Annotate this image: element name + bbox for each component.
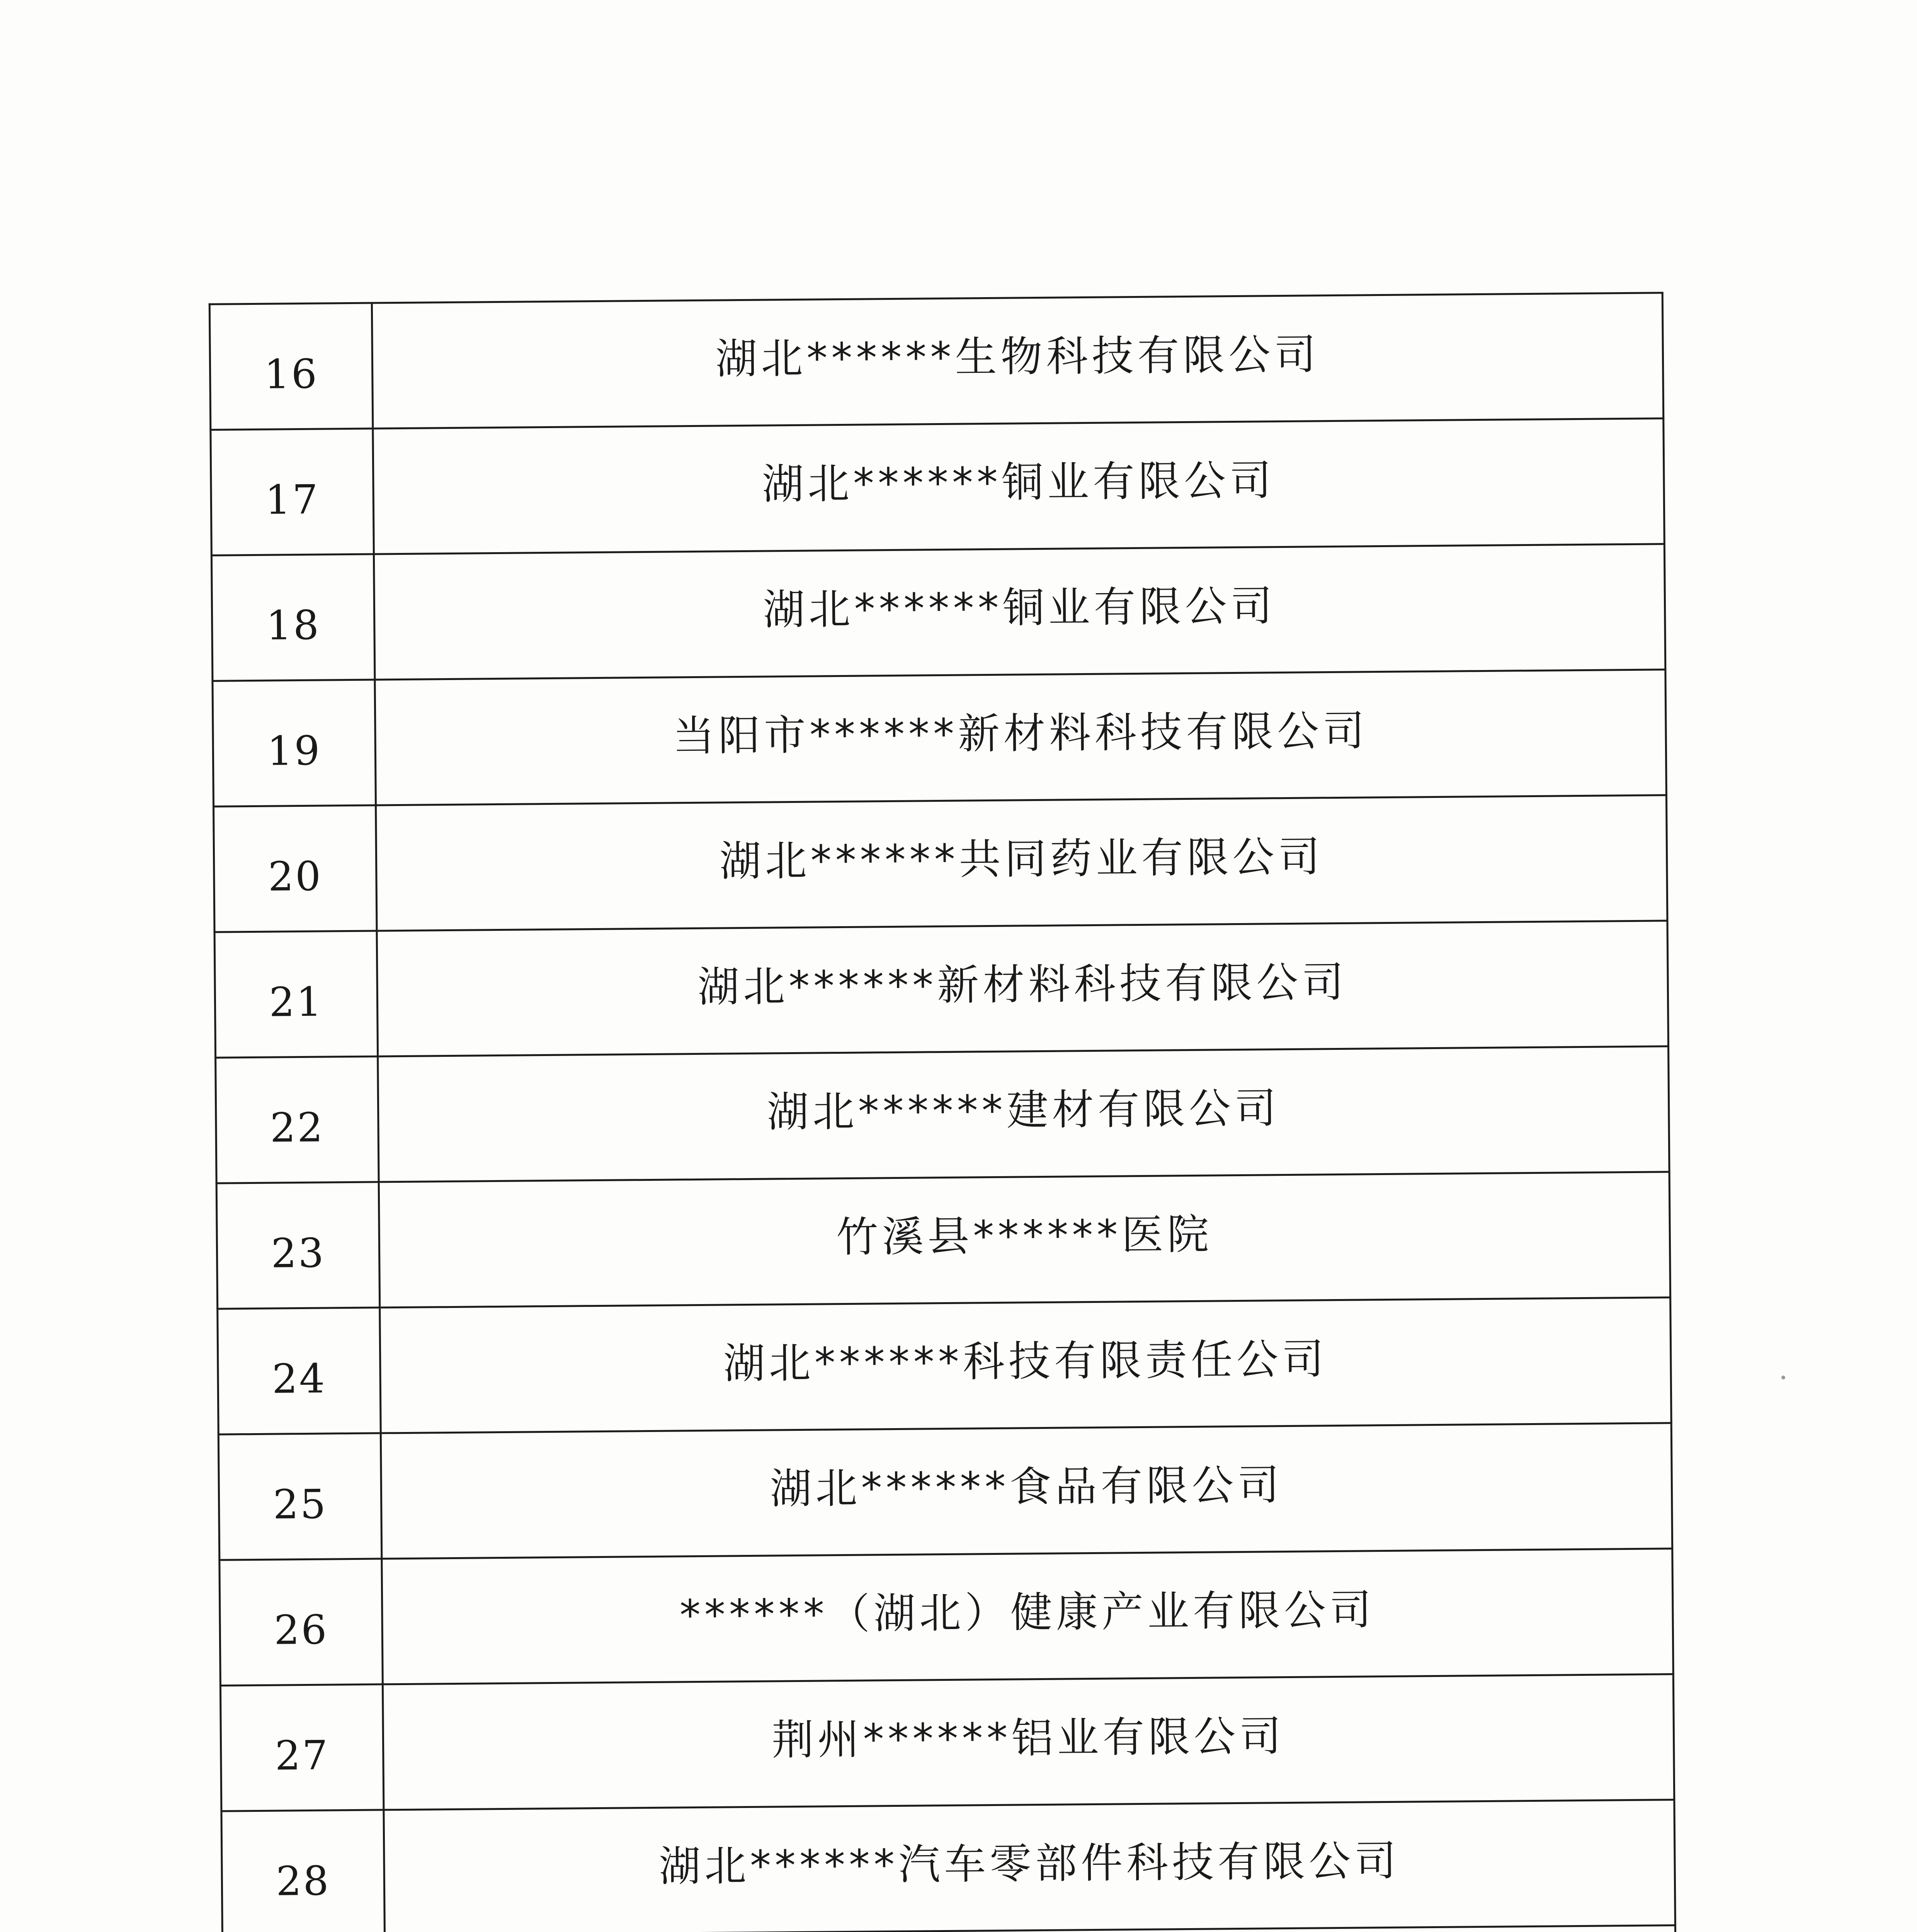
row-number: 16 — [209, 303, 373, 430]
row-number: 20 — [214, 805, 377, 932]
scan-speck — [1781, 1376, 1785, 1379]
row-number: 24 — [218, 1308, 381, 1434]
table-row — [214, 921, 1668, 1058]
company-name: 当阳市******新材料科技有限公司 — [375, 670, 1666, 805]
company-name: 湖北******铜业有限公司 — [373, 418, 1664, 554]
company-list-table — [209, 292, 1681, 1932]
company-name: 湖北******铜业有限公司 — [374, 544, 1665, 680]
row-number: 27 — [220, 1684, 384, 1811]
table-row — [219, 1549, 1673, 1686]
row-number: 18 — [211, 554, 375, 681]
table-row — [216, 1172, 1670, 1309]
company-name: 湖北******生物科技有限公司 — [372, 293, 1663, 429]
row-number: 21 — [214, 931, 378, 1058]
company-name: 湖北******科技有限责任公司 — [380, 1298, 1671, 1433]
table-row — [218, 1298, 1671, 1435]
company-name: 湖北******汽车零部件科技有限公司 — [384, 1800, 1675, 1932]
row-number: 19 — [213, 680, 376, 806]
row-number: 25 — [218, 1433, 382, 1560]
table-row — [220, 1674, 1674, 1811]
company-list-table-wrapper — [209, 292, 1677, 1932]
company-name: 荆州******铝业有限公司 — [383, 1674, 1674, 1810]
company-name: 湖北******食品有限公司 — [381, 1423, 1672, 1559]
table-row — [221, 1800, 1675, 1932]
company-name: 湖北******新材料科技有限公司 — [377, 921, 1668, 1056]
table-row — [214, 795, 1667, 932]
company-name: ******（湖北）健康产业有限公司 — [382, 1549, 1673, 1684]
table-row — [211, 544, 1665, 681]
table-body — [209, 293, 1680, 1932]
company-name: 湖北******共同药业有限公司 — [376, 795, 1667, 931]
table-row — [213, 670, 1666, 807]
company-name: 湖北******建材有限公司 — [378, 1046, 1669, 1182]
table-row — [216, 1046, 1669, 1184]
row-number: 28 — [221, 1810, 385, 1932]
row-number: 17 — [211, 429, 374, 555]
table-row — [211, 418, 1664, 556]
table-row — [218, 1423, 1672, 1560]
row-number: 22 — [216, 1056, 379, 1183]
row-number: 26 — [219, 1559, 383, 1685]
row-number: 23 — [216, 1182, 380, 1309]
company-name: 竹溪县******医院 — [379, 1172, 1670, 1308]
table-row — [209, 293, 1663, 430]
